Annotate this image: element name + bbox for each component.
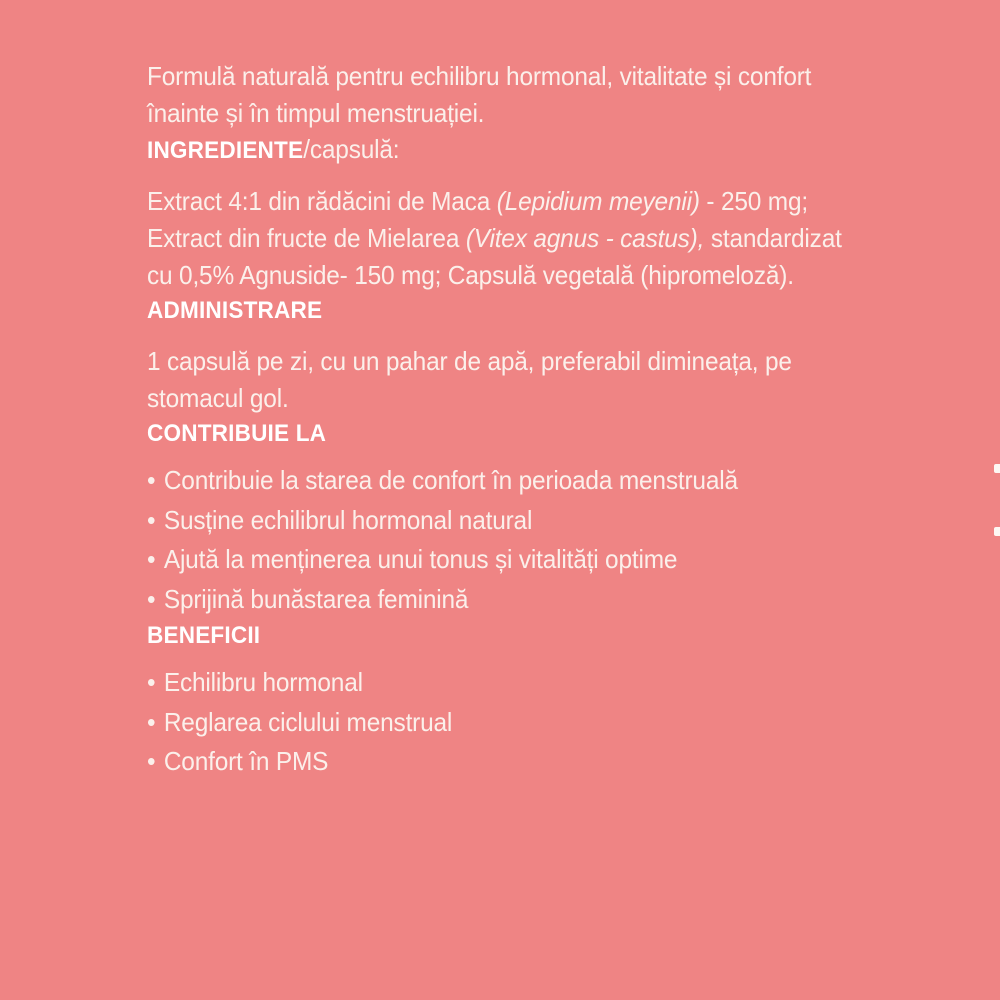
ingredients-latin-name-vitex: (Vitex agnus - castus), [465,223,705,253]
right-edge-mark-top [994,464,1000,473]
bullet-icon: • [147,706,156,737]
list-item-text: Susține echilibrul hormonal natural [163,504,533,535]
benefits-heading: BENEFICII [147,622,261,649]
ingredients-text [147,183,866,294]
administration-heading: ADMINISTRARE [147,297,323,324]
list-item-text: Ajută la menținerea unui tonus și vitalități optime [163,544,678,574]
ingredients-run-3: standardizat cu 0,5% Agnuside- 150 mg; Capsulă vegetală (hipromeloză). [147,223,842,290]
administration-text: 1 capsulă pe zi, cu un pahar de apă, preferabil dimineața, pe stomacul gol. [147,346,792,413]
list-item-text: Contribuie la starea de confort în perioada menstruală [163,465,738,495]
intro-text: Formulă naturală pentru echilibru hormonal, vitalitate și confort înainte și în timpul menstruației. [147,61,812,128]
ingredients-run-2: - 250 mg; Extract din fructe de Mielarea [147,186,808,253]
list-item [147,580,866,620]
ingredients-latin-name-maca: (Lepidium meyenii) [496,186,700,216]
ingredients-heading [147,132,866,168]
list-item-text: Echilibru hormonal [163,667,363,697]
list-item-text: Sprijină bunăstarea feminină [163,583,469,614]
contributes-heading: CONTRIBUIE LA [147,420,327,447]
bullet-icon: • [147,667,156,697]
list-item-text: Confort în PMS [163,746,329,776]
list-item [147,540,866,580]
list-item-text: Reglarea ciclului menstrual [163,706,453,737]
ingredients-run-1: Extract 4:1 din rădăcini de Maca [147,186,497,216]
list-item [147,501,866,541]
list-item [147,461,866,501]
bullet-icon: • [147,583,156,614]
ingredients-heading-bold: INGREDIENTE [147,137,304,164]
list-item [147,742,866,782]
bullet-icon: • [147,465,156,495]
benefits-list [147,663,866,782]
list-item [147,703,866,743]
right-edge-mark-bottom [994,527,1000,536]
bullet-icon: • [147,544,156,574]
bullet-icon: • [147,504,156,535]
label-content [147,58,866,782]
bullet-icon: • [147,746,156,776]
ingredients-heading-suffix: /capsulă: [303,134,400,164]
contributes-list [147,461,866,619]
list-item [147,663,866,703]
